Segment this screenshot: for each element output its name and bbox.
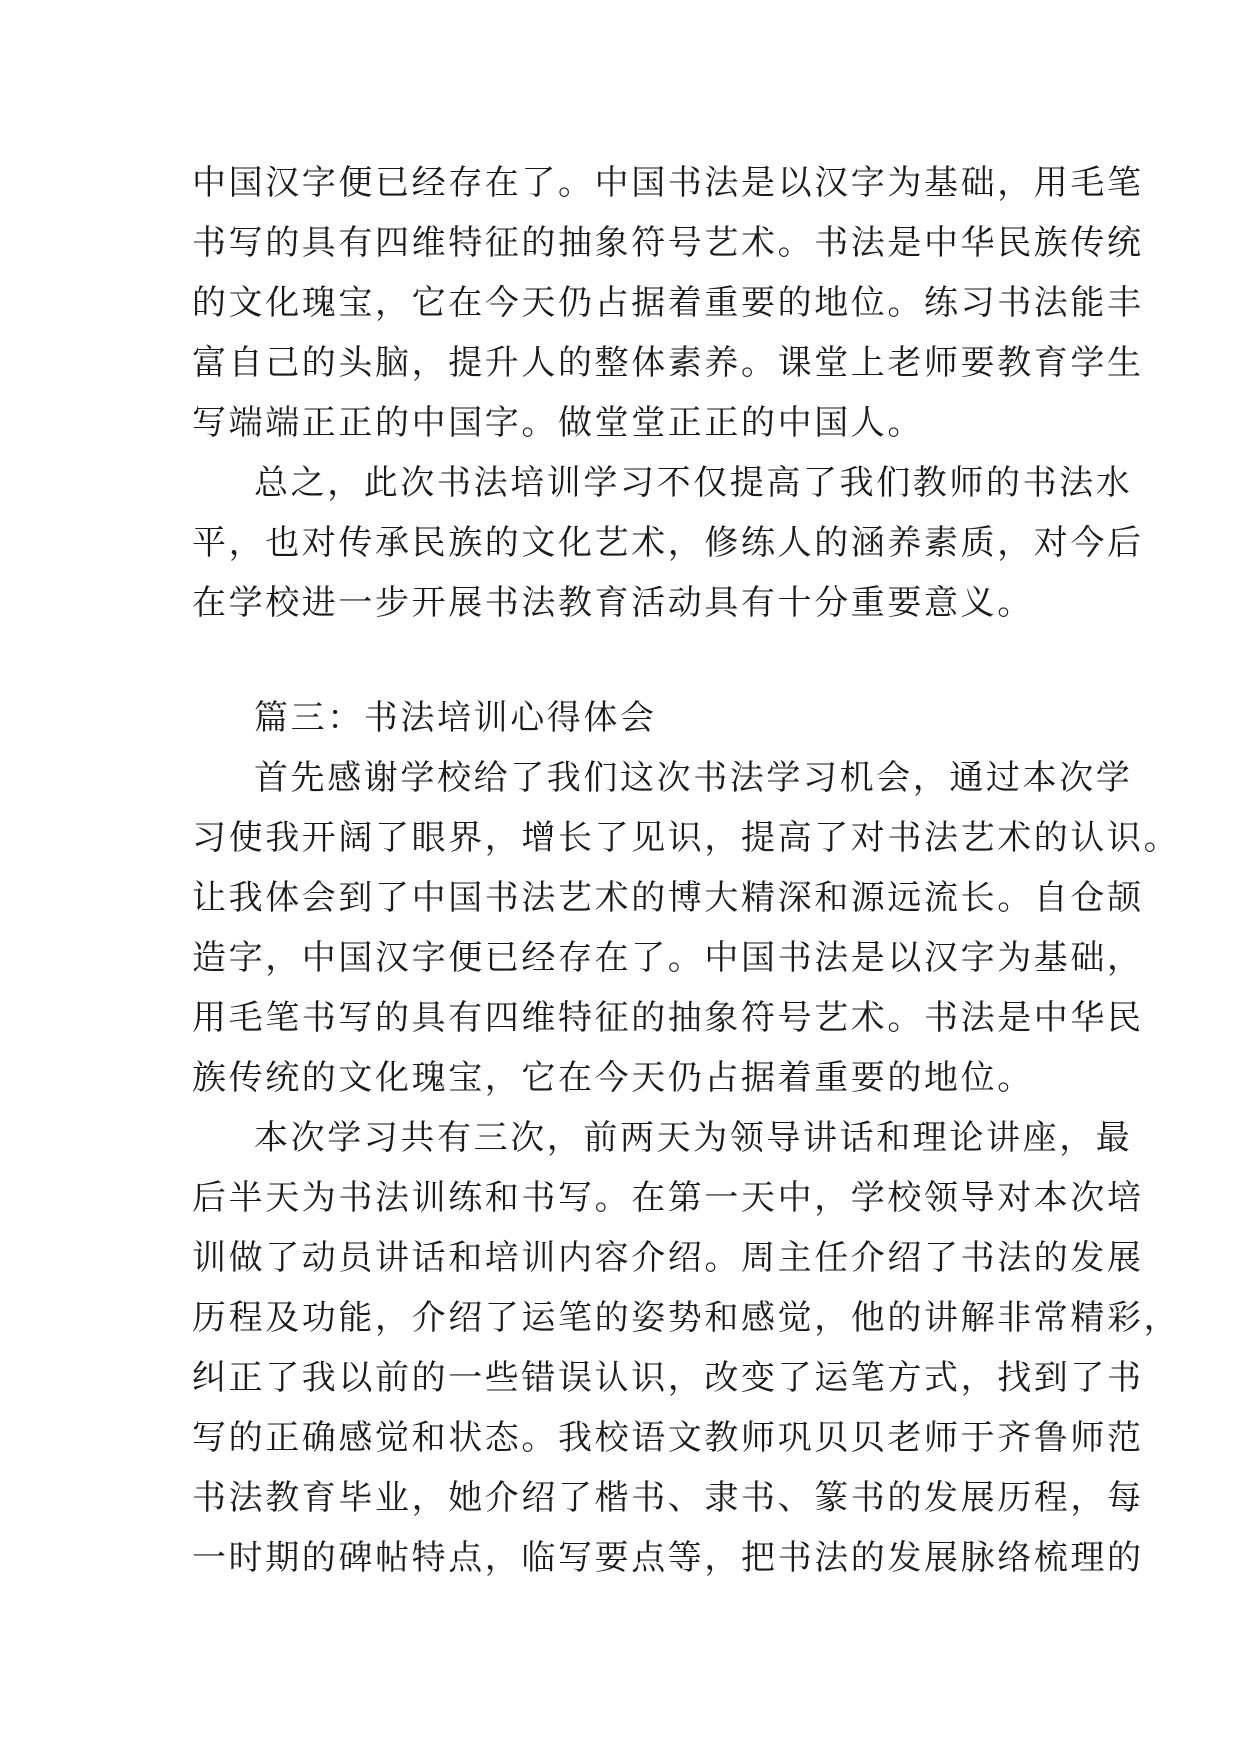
paragraph-line: 书写的具有四维特征的抽象符号艺术。书法是中华民族传统	[192, 223, 1144, 263]
paragraph-line: 让我体会到了中国书法艺术的博大精深和源远流长。自仓颉	[192, 878, 1144, 918]
paragraph-line: 纠正了我以前的一些错误认识，改变了运笔方式，找到了书	[192, 1358, 1144, 1398]
paragraph-line: 在学校进一步开展书法教育活动具有十分重要意义。	[192, 583, 1034, 623]
paragraph-line: 历程及功能，介绍了运笔的姿势和感觉，他的讲解非常精彩，	[192, 1298, 1181, 1338]
paragraph-line: 中国汉字便已经存在了。中国书法是以汉字为基础，用毛笔	[192, 163, 1144, 203]
paragraph-line: 写的正确感觉和状态。我校语文教师巩贝贝老师于齐鲁师范	[192, 1418, 1144, 1458]
section-heading-block	[192, 688, 1052, 748]
paragraph-line: 习使我开阔了眼界，增长了见识，提高了对书法艺术的认识。	[192, 818, 1181, 858]
section-heading: 篇三：书法培训心得体会	[254, 698, 657, 738]
paragraph-training	[192, 1108, 1181, 1588]
paragraph-line: 写端端正正的中国字。做堂堂正正的中国人。	[192, 403, 924, 443]
paragraph-line: 首先感谢学校给了我们这次书法学习机会，通过本次学	[254, 758, 1133, 798]
paragraph-line: 用毛笔书写的具有四维特征的抽象符号艺术。书法是中华民	[192, 998, 1144, 1038]
paragraph-line: 造字，中国汉字便已经存在了。中国书法是以汉字为基础，	[192, 938, 1144, 978]
paragraph-line: 后半天为书法训练和书写。在第一天中，学校领导对本次培	[192, 1178, 1144, 1218]
paragraph-conclusion	[192, 453, 1144, 633]
paragraph-line: 富自己的头脑，提升人的整体素养。课堂上老师要教育学生	[192, 343, 1144, 383]
paragraph-intro	[192, 748, 1181, 1108]
paragraph-line: 一时期的碑帖特点，临写要点等，把书法的发展脉络梳理的	[192, 1538, 1144, 1578]
paragraph-line: 族传统的文化瑰宝，它在今天仍占据着重要的地位。	[192, 1058, 1034, 1098]
paragraph-line: 本次学习共有三次，前两天为领导讲话和理论讲座，最	[254, 1118, 1133, 1158]
paragraph-line: 平，也对传承民族的文化艺术，修练人的涵养素质，对今后	[192, 523, 1144, 563]
paragraph-line: 总之，此次书法培训学习不仅提高了我们教师的书法水	[254, 463, 1133, 503]
paragraph-line: 书法教育毕业，她介绍了楷书、隶书、篆书的发展历程，每	[192, 1478, 1144, 1518]
paragraph-line: 训做了动员讲话和培训内容介绍。周主任介绍了书法的发展	[192, 1238, 1144, 1278]
paragraph-line: 的文化瑰宝，它在今天仍占据着重要的地位。练习书法能丰	[192, 283, 1144, 323]
paragraph-continued	[192, 153, 1144, 453]
